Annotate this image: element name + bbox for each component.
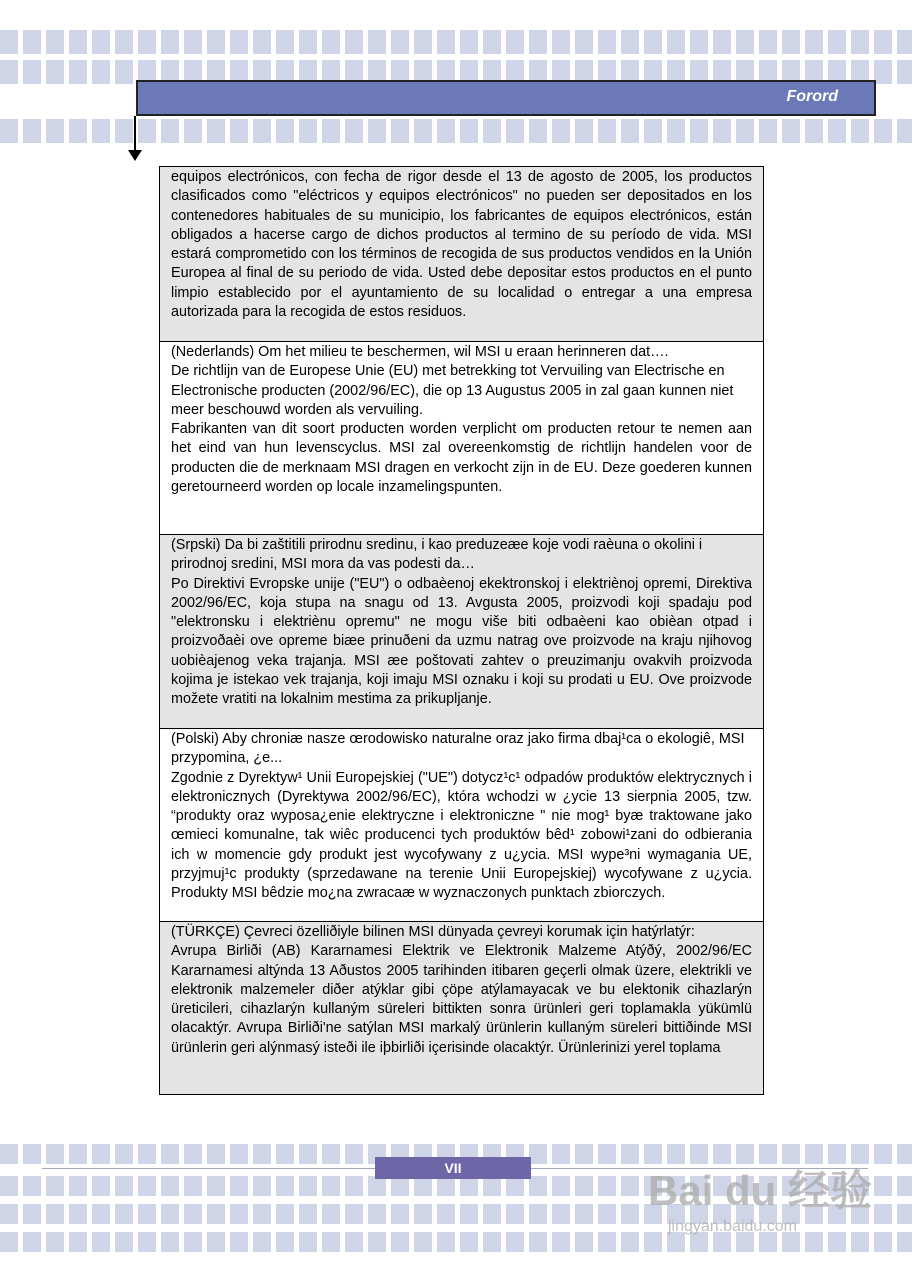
header-tile-row-3 xyxy=(0,119,912,143)
paragraph: Avrupa Birliði (AB) Kararnamesi Elektrik ve Elektronik Malzeme Atýðý, 2002/96/EC Kararnamesi altýnda 13 Aðustos 2005 tarihinden itibaren geçerli olmak üzere, elektrikli ve elektronik malzemeler diðer atýklar gibi çöpe atýlamayacak ve bu elektonik cihazlarýn üreticileri, cihazlarýn kullaným süreleri bittikten sonra ürünleri geri toplamakla yükümlü olacaktýr. Avrupa Birliði'ne satýlan MSI markalý ürünlerin kullaným süreleri bittiðinde MSI ürünlerin geri alýnmasý isteði ile iþbirliði içerisinde olacaktýr. Ürünlerinizi yerel toplama xyxy=(171,943,752,1056)
paragraph: (Polski) Aby chroniæ nasze œrodowisko naturalne oraz jako firma dbaj¹ca o ekologiê, MSI przypomina, ¿e... xyxy=(171,731,745,767)
pointer-line xyxy=(134,116,136,154)
watermark-site: jingyan.baidu.com xyxy=(668,1218,797,1235)
section-dutch xyxy=(160,342,763,535)
paragraph: (TÜRKÇE) Çevreci özelliðiyle bilinen MSI dünyada çevreyi korumak için hatýrlatýr: xyxy=(171,924,695,940)
paragraph: (Srpski) Da bi zaštitili prirodnu sredinu, i kao preduzeæe koje vodi raèuna o okolini i prirodnoj sredini, MSI mora da vas podesti da… xyxy=(171,537,703,573)
paragraph: De richtlijn van de Europese Unie (EU) met betrekking tot Vervuiling van Electrische en Electronische producten (2002/96/EC), die op 13 Augustus 2005 in zal gaan kunnen niet meer beschouwd worden als vervuiling. xyxy=(171,363,734,418)
paragraph: (Nederlands) Om het milieu te beschermen, wil MSI u eraan herinneren dat…. xyxy=(171,344,669,360)
paragraph: equipos electrónicos, con fecha de rigor desde el 13 de agosto de 2005, los productos clasificados como "eléctricos y equipos electrónicos" no pueden ser depositados en los contenedores habituales de su municipio, los fabricantes de equipos electrónicos, están obligados a hacerse cargo de dichos productos al termino de su período de vida. MSI estará comprometido con los términos de recogida de sus productos vendidos en la Unión Europea al final de su periodo de vida. Usted debe depositar estos productos en el punto limpio establecido por el ayuntamiento de su localidad o entregar a una empresa autorizada para la recogida de estos residuos. xyxy=(171,169,752,321)
section-polish xyxy=(160,729,763,922)
content-box xyxy=(159,166,764,1095)
watermark xyxy=(648,1140,888,1250)
watermark-logo: Bai du 经验 xyxy=(648,1167,873,1214)
paragraph: Zgodnie z Dyrektyw¹ Unii Europejskiej ("UE") dotycz¹c¹ odpadów produktów elektrycznych i elektronicznych (Dyrektywa 2002/96/EC), która wchodzi w ¿ycie 13 sierpnia 2005, tzw. “produkty oraz wyposa¿enie elektryczne i elektroniczne " nie mog¹ byæ traktowane jako œmieci komunalne, tak wiêc producenci tych produktów bêd¹ zobowi¹zani do odbierania ich w momencie gdy produkt jest wycofywany z u¿ycia. MSI wype³ni wymagania UE, przyjmuj¹c produkty (sprzedawane na terenie Unii Europejskiej) wycofywane z u¿ycia. Produkty MSI bêdzie mo¿na zwracaæ w wyznaczonych punktach zbiorczych. xyxy=(171,769,752,902)
section-spanish xyxy=(160,167,763,342)
header-tile-row-1 xyxy=(0,30,912,54)
section-serbian xyxy=(160,535,763,729)
section-turkish xyxy=(160,922,763,1094)
pointer-arrow-icon xyxy=(128,150,142,161)
header-bar xyxy=(136,80,876,116)
paragraph: Fabrikanten van dit soort producten worden verplicht om producten retour te nemen aan het eind van hun levenscyclus. MSI zal overeenkomstig de richtlijn handelen voor de producten die de merknaam MSI dragen en verkocht zijn in de EU. Deze goederen kunnen geretourneerd worden op locale inzamelingspunten. xyxy=(171,421,752,496)
page-number: VII xyxy=(375,1157,531,1179)
paragraph: Po Direktivi Evropske unije ("EU") o odbaèenoj ekektronskoj i elektriènoj opremi, Direktiva 2002/96/EC, koja stupa na snagu od 13. Avgusta 2005, proizvodi koji spadaju pod "elektronsku i elektriènu opremu" ne mogu više biti odbaèeni kao obièan otpad i proizvoðaèi ove opreme biæe prinuðeni da uzmu natrag ove proizvode na kraju njihovog uobièajenog veka trajanja. MSI æe poštovati zahtev o preuzimanju ovakvih proizvoda kojima je istekao vek trajanja, koji imaju MSI oznaku i koji su prodati u EU. Ove proizvode možete vratiti na lokalnim mestima za prikupljanje. xyxy=(171,575,752,708)
page-title: Forord xyxy=(786,88,838,105)
